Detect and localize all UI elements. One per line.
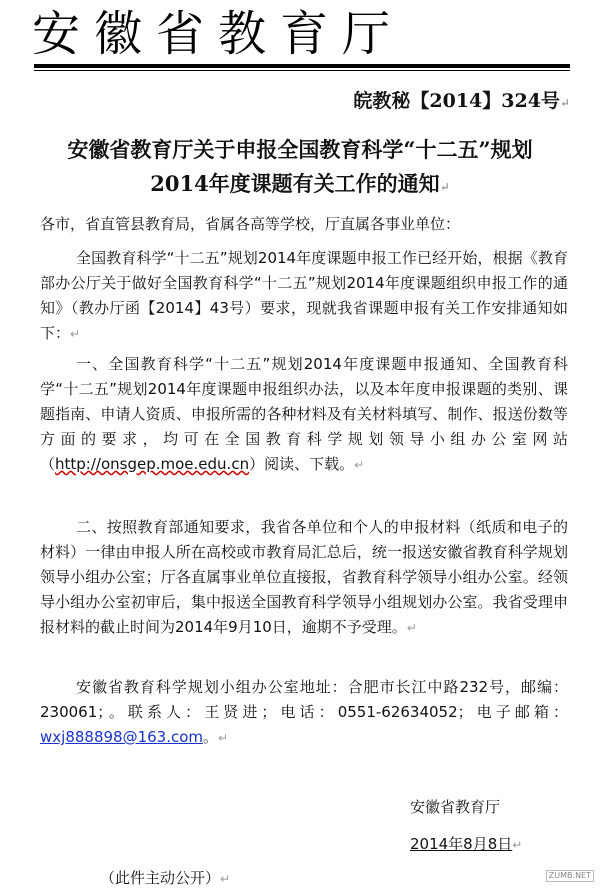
section-2-paragraph: [40, 515, 568, 641]
document-number: [353, 88, 570, 116]
intro-text: 全国教育科学“十二五”规划2014年度课题申报工作已经开始，根据《教育部办公厅关于做好全国教育科学“十二五”规划2014年度课题组织申报工作的通知》（教办厅函【2014】43号）要求，现就我省课题申报有关工作安排通知如下：: [40, 249, 568, 342]
document-number-text: 皖教秘【2014】324号: [353, 90, 560, 112]
paragraph-mark-icon: ↵: [354, 458, 365, 472]
contact-text: 安徽省教育科学规划小组办公室地址：合肥市长江中路232号，邮编：230061；。联系人：王贤进；电话：0551-62634052；电子邮箱：: [40, 678, 568, 721]
paragraph-mark-icon: ↵: [512, 838, 523, 852]
signature-date: [410, 832, 522, 857]
paragraph-mark-icon: ↵: [559, 96, 570, 110]
paragraph-mark-icon: ↵: [218, 731, 229, 745]
paragraph-mark-icon: ↵: [220, 872, 231, 886]
paragraph-mark-icon: ↵: [406, 621, 417, 635]
document-title-text: 安徽省教育厅关于申报全国教育科学“十二五”规划2014年度课题有关工作的通知: [67, 137, 533, 196]
contact-paragraph: 安徽省教育科学规划小组办公室地址：合肥市长江中路232号，邮编：230061；。联系人：王贤进；电话：0551-62634052；电子邮箱：wxj888898@163.com。↵: [40, 678, 568, 746]
header-divider-thin: [34, 70, 570, 71]
issuing-authority-title: 安徽省教育厅: [32, 6, 405, 62]
header-divider-thick: [34, 64, 570, 68]
paragraph-mark-icon: ↵: [70, 327, 81, 341]
section-1-paragraph: 一、全国教育科学“十二五”规划2014年度课题申报通知、全国教育科学“十二五”规划2014年度课题申报组织办法，以及本年度申报课题的类别、课题指南、申请人资质、申报所需的各种材料及有关材料填写、制作、报送份数等方面的要求，均可在全国教育科学规划领导小组办公室网站（http://onsgep.moe.edu.cn）阅读、下载。↵: [40, 355, 568, 473]
signature-date-text: 2014年8月8日: [410, 835, 513, 853]
paragraph-mark-icon: ↵: [439, 180, 450, 194]
salutation: 各市，省直管县教育局，省属各高等学校，厅直属各事业单位：: [40, 215, 461, 233]
section-2-text: 二、按照教育部通知要求，我省各单位和个人的申报材料（纸质和电子的材料）一律由申报人所在高校或市教育局汇总后，统一报送安徽省教育科学规划领导小组办公室；厅各直属事业单位直接报，省教育科学领导小组办公室。经领导小组办公室初审后，集中报送全国教育科学领导小组规划办公室。我省受理申报材料的截止时间为2014年9月10日，逾期不予受理。: [40, 518, 568, 636]
public-disclosure-text: （此件主动公开）: [100, 869, 221, 887]
document-title: [40, 133, 560, 204]
section-1-text: 一、全国教育科学“十二五”规划2014年度课题申报通知、全国教育科学“十二五”规划2014年度课题申报组织办法，以及本年度申报课题的类别、课题指南、申请人资质、申报所需的各种材料及有关材料填写、制作、报送份数等方面的要求，均可在全国教育科学规划领导小组办公室网站: [40, 355, 568, 448]
section-1-url[interactable]: http://onsgep.moe.edu.cn: [55, 455, 250, 473]
section-1-tail: 阅读、下载。: [264, 455, 355, 473]
watermark: ZUMB.NET: [546, 870, 594, 882]
contact-email-link[interactable]: wxj888898@163.com: [40, 728, 204, 746]
signature-organization: 安徽省教育厅: [410, 798, 501, 816]
public-disclosure-note: [100, 866, 230, 891]
intro-paragraph: [40, 246, 568, 347]
